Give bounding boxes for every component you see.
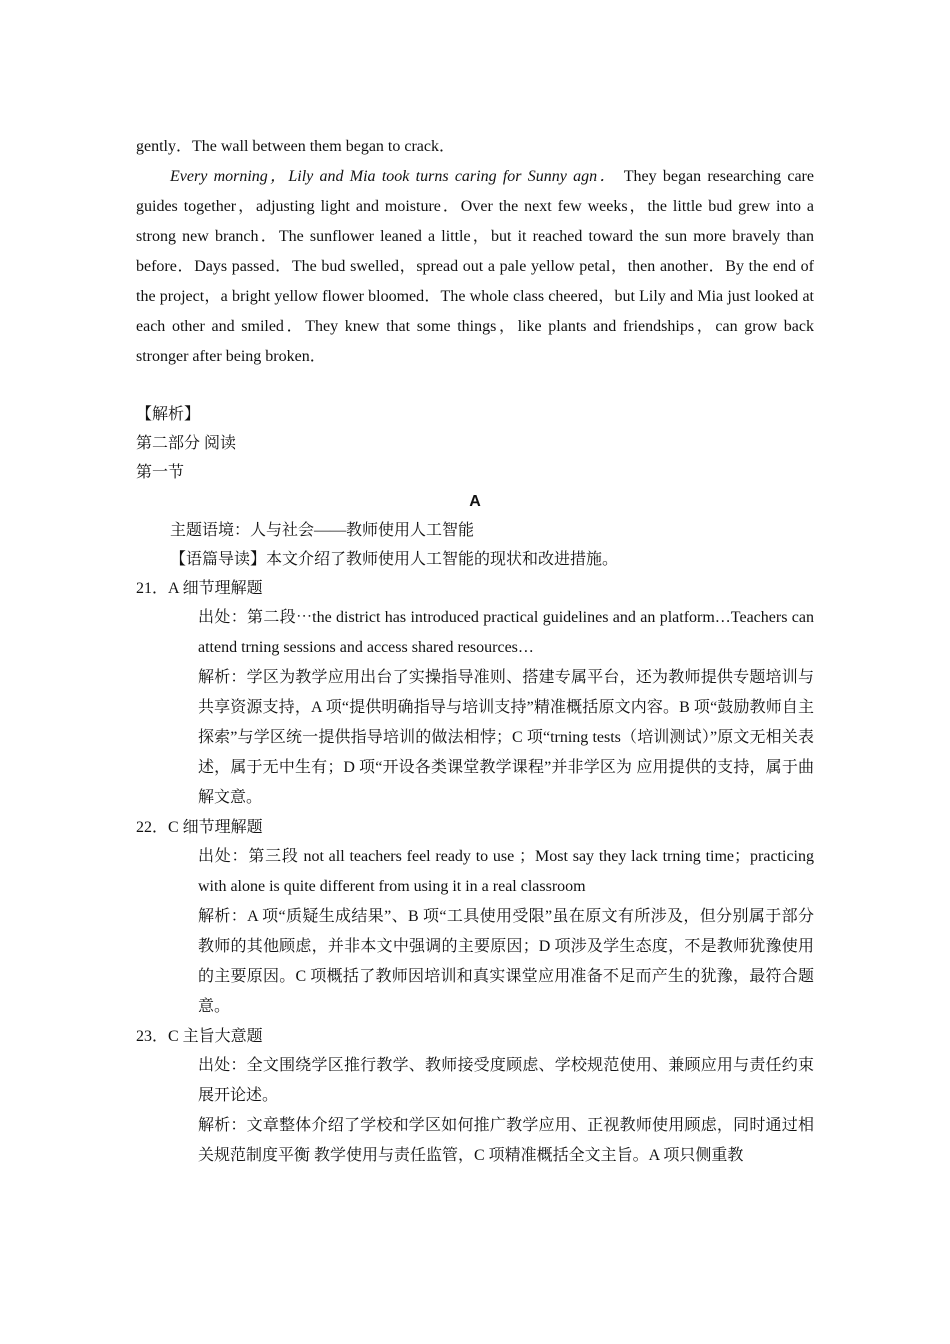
question-21-explain: 解析：学区为教学应用出台了实操指导准则、搭建专属平台，还为教师提供专题培训与共享资源支持，A 项“提供明确指导与培训支持”精准概括原文内容。B 项“鼓励教师自主探索”与学区统一提供指导培训的做法相悖；C 项“trning tests（培训测试）”原文无相关表述，属于无中生有；D 项“开设各类课堂教学课程”并非学区为 应用提供的支持，属于曲解文意。 [198, 669, 814, 806]
section-title: 第一节 [136, 464, 185, 481]
analysis-heading: 【解析】 [136, 406, 201, 423]
question-23-source: 出处：全文围绕学区推行教学、教师接受度顾虑、学校规范使用、兼顾应用与责任约束展开论述。 [198, 1057, 814, 1104]
passage-guide: 【语篇导读】本文介绍了教师使用人工智能的现状和改进措施。 [170, 551, 619, 568]
question-21-body [136, 603, 814, 813]
passage-label: A [469, 493, 481, 510]
story-paragraph-2 [136, 162, 814, 372]
question-22-head: 22．C 细节理解题 [136, 819, 263, 836]
question-21-source: 出处：第二段⋯the district has introduced practical guidelines and an platform…Teachers can attend trning sessions and access shared resources… [198, 609, 814, 656]
part-title: 第二部分 阅读 [136, 435, 237, 452]
question-22-explain: 解析：A 项“质疑生成结果”、B 项“工具使用受限”虽在原文有所涉及，但分别属于部分教师的其他顾虑，并非本文中强调的主要原因；D 项涉及学生态度，不是教师犹豫使用的主要原因。C 项概括了教师因培训和真实课堂应用准备不足而产生的犹豫，最符合题意。 [198, 908, 814, 1015]
question-23-head: 23．C 主旨大意题 [136, 1028, 263, 1045]
question-23-explain: 解析：文章整体介绍了学校和学区如何推广教学应用、正视教师使用顾虑，同时通过相关规范制度平衡 教学使用与责任监管，C 项精准概括全文主旨。A 项只侧重教 [198, 1117, 814, 1164]
question-23-body [136, 1051, 814, 1171]
story-italic-sentence: Every morning，Lily and Mia took turns caring for Sunny agn． [170, 168, 618, 185]
document-page [136, 132, 814, 1171]
theme-context: 主题语境：人与社会——教师使用人工智能 [170, 522, 475, 539]
question-22-body [136, 842, 814, 1022]
story-paragraph-2-rest: They began researching care guides together，adjusting light and moisture．Over the next few weeks，the little bud grew into a strong new branch．The sunflower leaned a little，but it reached toward the sun more bravely than before．Days passed．The bud swelled，spread out a pale yellow petal，then another．By the end of the project，a bright yellow flower bloomed．The whole class cheered，but Lily and Mia just looked at each other and smiled．They knew that some things，like plants and friendships，can grow back stronger after being broken． [136, 168, 814, 365]
story-line-1: gently．The wall between them began to crack． [136, 138, 455, 155]
question-22-source: 出处：第三段 not all teachers feel ready to use ；Most say they lack trning time；practicing with alone is quite different from using it in a real classroom [198, 848, 814, 895]
question-21-head: 21．A 细节理解题 [136, 580, 263, 597]
